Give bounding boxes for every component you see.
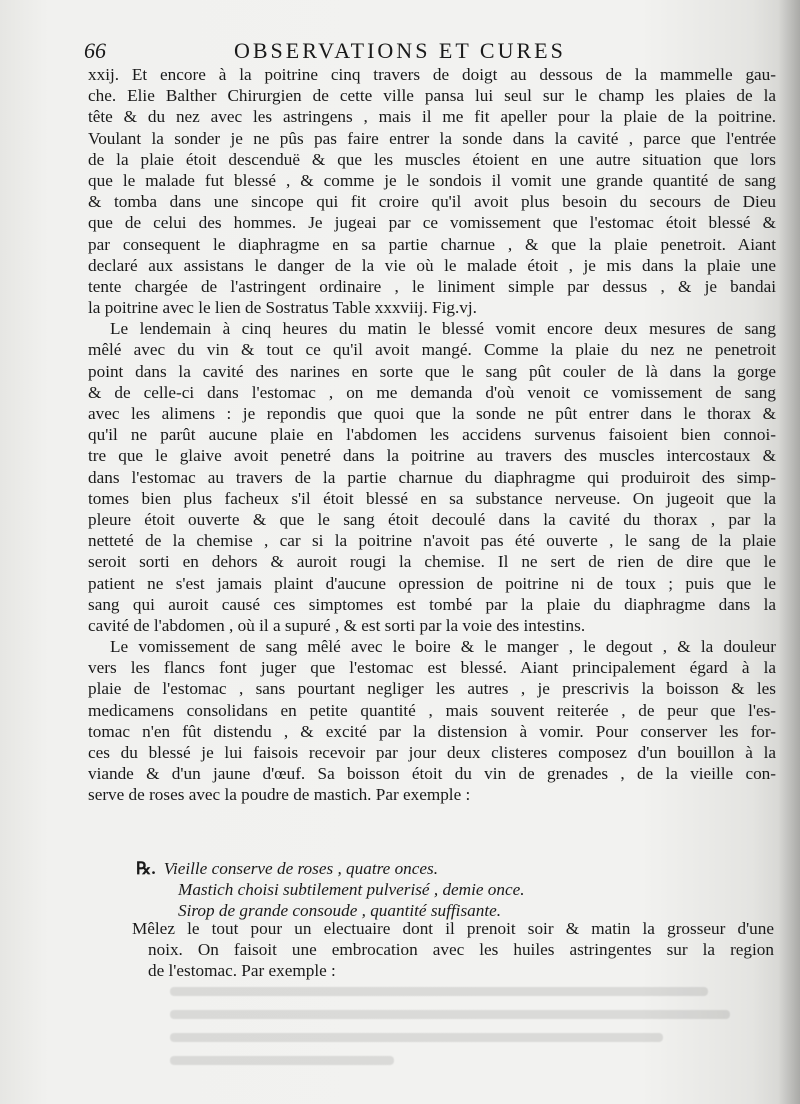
text-line: la poitrine avec le lien de Sostratus Table xxxviij. Fig.vj.	[88, 298, 477, 318]
text-line: Mêlez le tout pour un electuaire dont il prenoit soir & matin la grosseur d'une	[132, 919, 774, 938]
text-line: declaré aux assistans le danger de la vie où le malade étoit , je mis dans la plaie une	[88, 255, 776, 275]
page-header	[84, 38, 784, 66]
text-line: tête & du nez avec les astringens , mais il me fit apeller pour la plaie de la poitrine.	[88, 107, 776, 127]
text-line: netteté de la chemise , car si la poitrine n'avoit pas été ouverte , le sang de la plaie	[88, 531, 776, 551]
show-through-line	[170, 980, 730, 1003]
text-line: tomac n'en fût distendu , & excité par la distension à vomir. Pour conserver les for-	[88, 721, 776, 741]
text-line: tre que le glaive avoit penetré dans la poitrine au travers des muscles intercostaux &	[88, 446, 776, 466]
text-line: que le malade fut blessé , & comme je le sondois il vomit une grande quantité de sang	[88, 170, 776, 190]
text-line: patient ne s'est jamais plaint d'aucune opression de poitrine ni de toux ; puis que le	[88, 573, 776, 593]
page-number: 66	[84, 38, 106, 63]
text-line: point dans la cavité des narines en sorte que le sang pût couler de là dans la gorge	[88, 361, 776, 381]
text-line: Voulant la sonder je ne pûs pas faire entrer la sonde dans la cavité , parce que l'entrée	[88, 128, 776, 148]
text-line: qu'il ne parût aucune plaie en l'abdomen les accidens survenus faisoient bien connoi-	[88, 425, 776, 445]
recipe-ingredient: Mastich choisi subtilement pulverisé , demie once.	[178, 880, 525, 900]
text-line: vers les flancs font juger que l'estomac est blessé. Aiant principalement égard à la	[88, 658, 776, 678]
text-line: mêlé avec du vin & tout ce qu'il avoit mangé. Comme la plaie du nez ne penetroit	[88, 340, 776, 360]
text-line: medicamens consolidans en petite quantité , mais souvent reiterée , de peur que l'es-	[88, 700, 776, 720]
text-line: & de celle-ci dans l'estomac , on me demanda d'où venoit ce vomissement de sang	[88, 382, 776, 402]
text-line: pleure étoit ouverte & que le sang étoit decoulé dans la cavité du thorax , par la	[88, 509, 776, 529]
paragraph-3	[88, 636, 776, 806]
text-line: che. Elie Balther Chirurgien de cette ville pansa lui seul sur le champ les plaies de la	[88, 86, 776, 106]
text-line: viande & d'un jaune d'œuf. Sa boisson étoit du vin de grenades , de la vieille con-	[88, 764, 776, 784]
page-edge-shadow	[778, 0, 800, 1104]
show-through-line	[170, 1026, 730, 1049]
body-text	[88, 64, 776, 806]
text-line: dans l'estomac au travers de la partie charnue du diaphragme qui produiroit des simp-	[88, 467, 776, 487]
closing-paragraph	[132, 918, 774, 982]
text-line: tomes bien plus facheux s'il étoit blessé en sa substance nerveuse. On jugeoit que la	[88, 488, 776, 508]
text-line: plaie de l'estomac , sans pourtant negliger les autres , je prescrivis la boisson & les	[88, 679, 776, 699]
recipe-line	[136, 858, 756, 879]
text-line: de l'estomac. Par exemple :	[148, 961, 336, 981]
text-line: serve de roses avec la poudre de mastich. Par exemple :	[88, 785, 471, 805]
show-through-line	[170, 1049, 730, 1070]
text-line: Le lendemain à cinq heures du matin le blessé vomit encore deux mesures de sang	[110, 319, 776, 339]
text-line: tente chargée de l'astringent ordinaire , le liniment simple par dessus , & je bandai	[88, 276, 776, 296]
text-line: noix. On faisoit une embrocation avec les huiles astringentes sur la region	[148, 940, 774, 960]
text-line: par consequent le diaphragme en sa partie charnue , & que la plaie penetroit. Aiant	[88, 234, 776, 254]
text-line: seroit sorti en dehors & auroit rougi la chemise. Il ne sert de rien de dire que le	[88, 552, 776, 572]
paragraph-2	[88, 318, 776, 636]
text-line: cavité de l'abdomen , où il a supuré , & est sorti par la voie des intestins.	[88, 615, 586, 635]
recipe-ingredient: Vieille conserve de roses , quatre onces.	[163, 859, 438, 878]
show-through-text	[170, 980, 730, 1070]
recipe-ingredient: Sirop de grande consoude , quantité suffisante.	[178, 901, 502, 921]
show-through-line	[170, 1003, 730, 1026]
text-line: xxij. Et encore à la poitrine cinq travers de doigt au dessous de la mammelle gau-	[88, 65, 776, 84]
text-line: & tomba dans une sincope qui fit croire qu'il avoit plus besoin du secours de Dieu	[88, 192, 776, 212]
text-line: sang qui auroit causé ces simptomes est tombé par la plaie du diaphragme dans la	[88, 594, 776, 614]
paragraph-1	[88, 64, 776, 318]
running-head: OBSERVATIONS ET CURES	[234, 38, 566, 63]
text-line: Le vomissement de sang mêlé avec le boire & le manger , le degout , & la douleur	[110, 637, 776, 657]
recipe-block	[136, 858, 756, 922]
text-line: que de celui des hommes. Je jugeai par ce vomissement que l'estomac étoit blessé &	[88, 213, 776, 233]
recipe-symbol: ℞.	[136, 859, 156, 878]
text-line: avec les alimens : je repondis que quoi que la sonde ne pût entrer dans le thorax &	[88, 404, 776, 423]
text-line: ces du blessé je lui faisois recevoir par jour deux clisteres composez d'un bouillon à la	[88, 743, 776, 762]
text-line: de la plaie étoit descenduë & que les muscles étoient en une autre situation que lors	[88, 149, 776, 169]
